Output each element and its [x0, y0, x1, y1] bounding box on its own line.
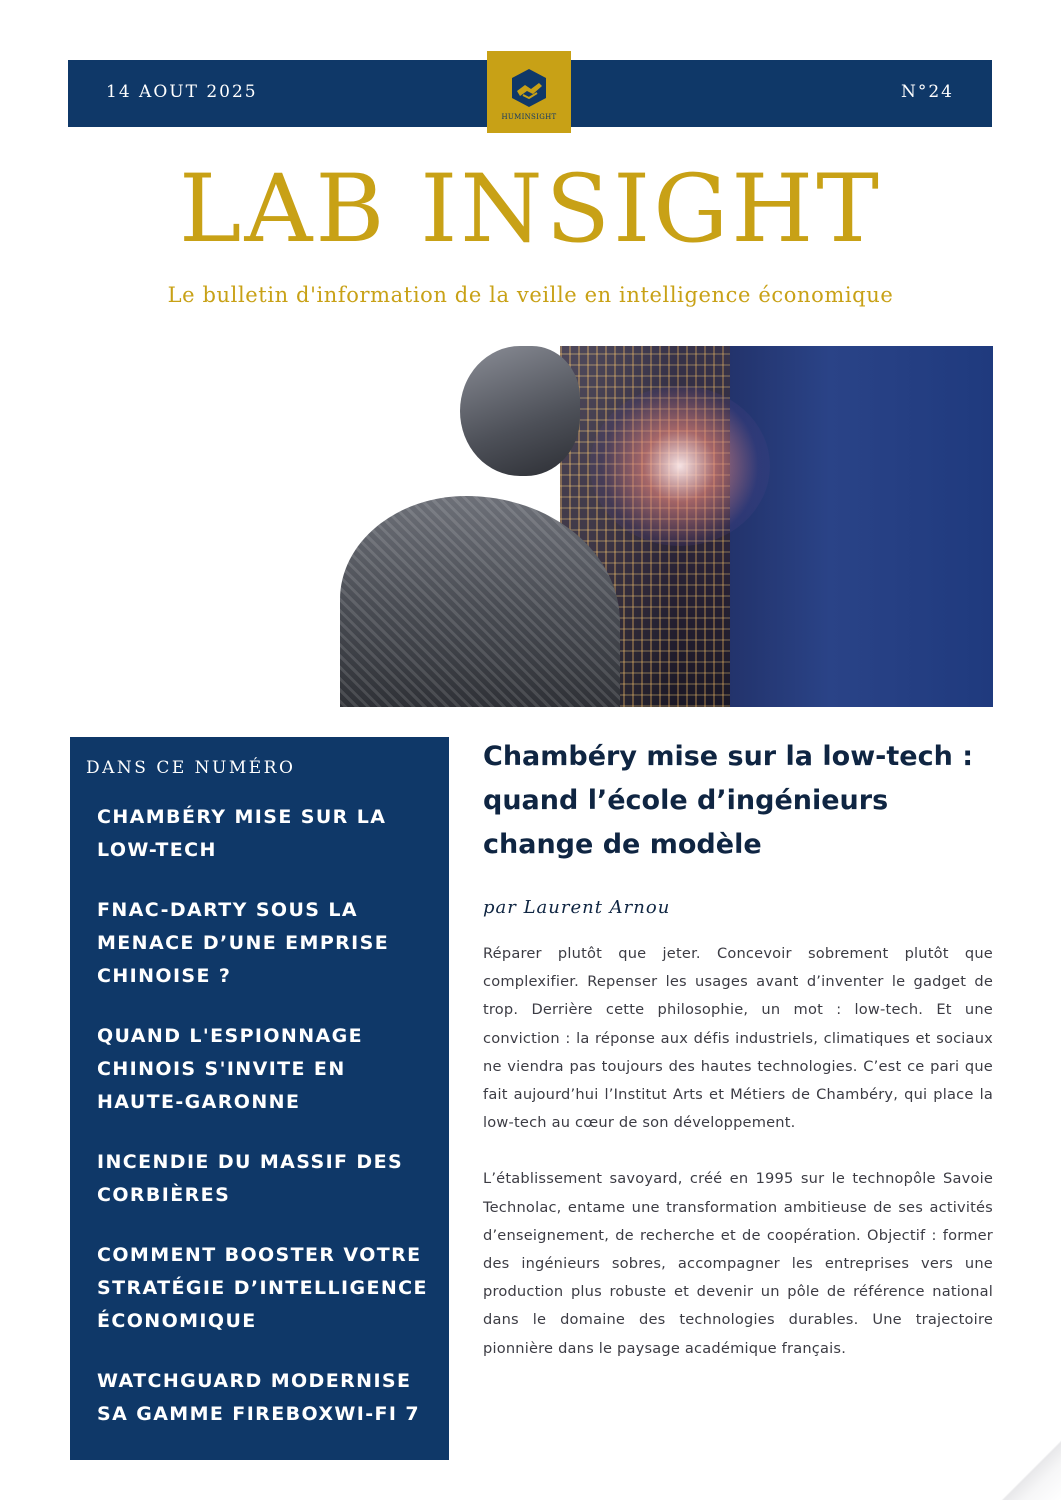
toc-item[interactable]: WATCHGUARD MODERNISE SA GAMME FIREBOXWI-FI 7 — [97, 1370, 420, 1425]
hexagon-handshake-icon — [509, 67, 549, 109]
light-glow — [590, 386, 770, 546]
toc-item[interactable]: CHAMBÉRY MISE SUR LA LOW-TECH — [97, 806, 387, 861]
article-byline: par Laurent Arnou — [483, 897, 671, 918]
toc-item[interactable]: INCENDIE DU MASSIF DES CORBIÈRES — [97, 1151, 404, 1206]
toc-list — [97, 801, 432, 1458]
hero-image — [340, 346, 993, 707]
main-article — [483, 735, 993, 1391]
article-paragraph: L’établissement savoyard, créé en 1995 sur le technopôle Savoie Technolac, entame une transformation ambitieuse de ses activités d’enseignement, de recherche et de coopération. Objectif : former des ingénieurs sobres, accompagner les entreprises vers une production plus robuste et devenir un pôle de référence national dans le domaine des technologies durables. Une trajectoire pionnière dans le paysage académique français. — [483, 1170, 993, 1357]
article-headline: Chambéry mise sur la low-tech : quand l’école d’ingénieurs change de modèle — [483, 741, 973, 860]
article-paragraph: Réparer plutôt que jeter. Concevoir sobrement plutôt que complexifier. Repenser les usages avant d’inventer le gadget de trop. Derrière cette philosophie, un mot : low-tech. Et une conviction : la réponse aux défis industriels, climatiques et sociaux ne viendra pas toujours des hautes technologies. C’est ce pari que fait aujourd’hui l’Institut Arts et Métiers de Chambéry, qui place la low-tech au cœur de son développement. — [483, 945, 993, 1132]
page-curl — [1001, 1440, 1061, 1500]
article-body — [483, 940, 993, 1363]
person-head-image — [460, 346, 580, 476]
masthead-subtitle: Le bulletin d'information de la veille en intelligence économique — [167, 283, 894, 307]
toc-title: DANS CE NUMÉRO — [86, 758, 296, 778]
issue-date: 14 AOUT 2025 — [106, 82, 258, 102]
table-of-contents — [70, 737, 449, 1460]
toc-item[interactable]: FNAC-DARTY SOUS LA MENACE D’UNE EMPRISE CHINOISE ? — [97, 899, 390, 987]
toc-item[interactable]: QUAND L'ESPIONNAGE CHINOIS S'INVITE EN HAUTE-GARONNE — [97, 1025, 364, 1113]
toc-item[interactable]: COMMENT BOOSTER VOTRE STRATÉGIE D’INTELLIGENCE ÉCONOMIQUE — [97, 1244, 428, 1332]
issue-number: N°24 — [900, 82, 954, 102]
logo-text: HUMINSIGHT — [501, 113, 557, 121]
masthead-title: LAB INSIGHT — [179, 155, 882, 264]
logo — [487, 51, 571, 133]
